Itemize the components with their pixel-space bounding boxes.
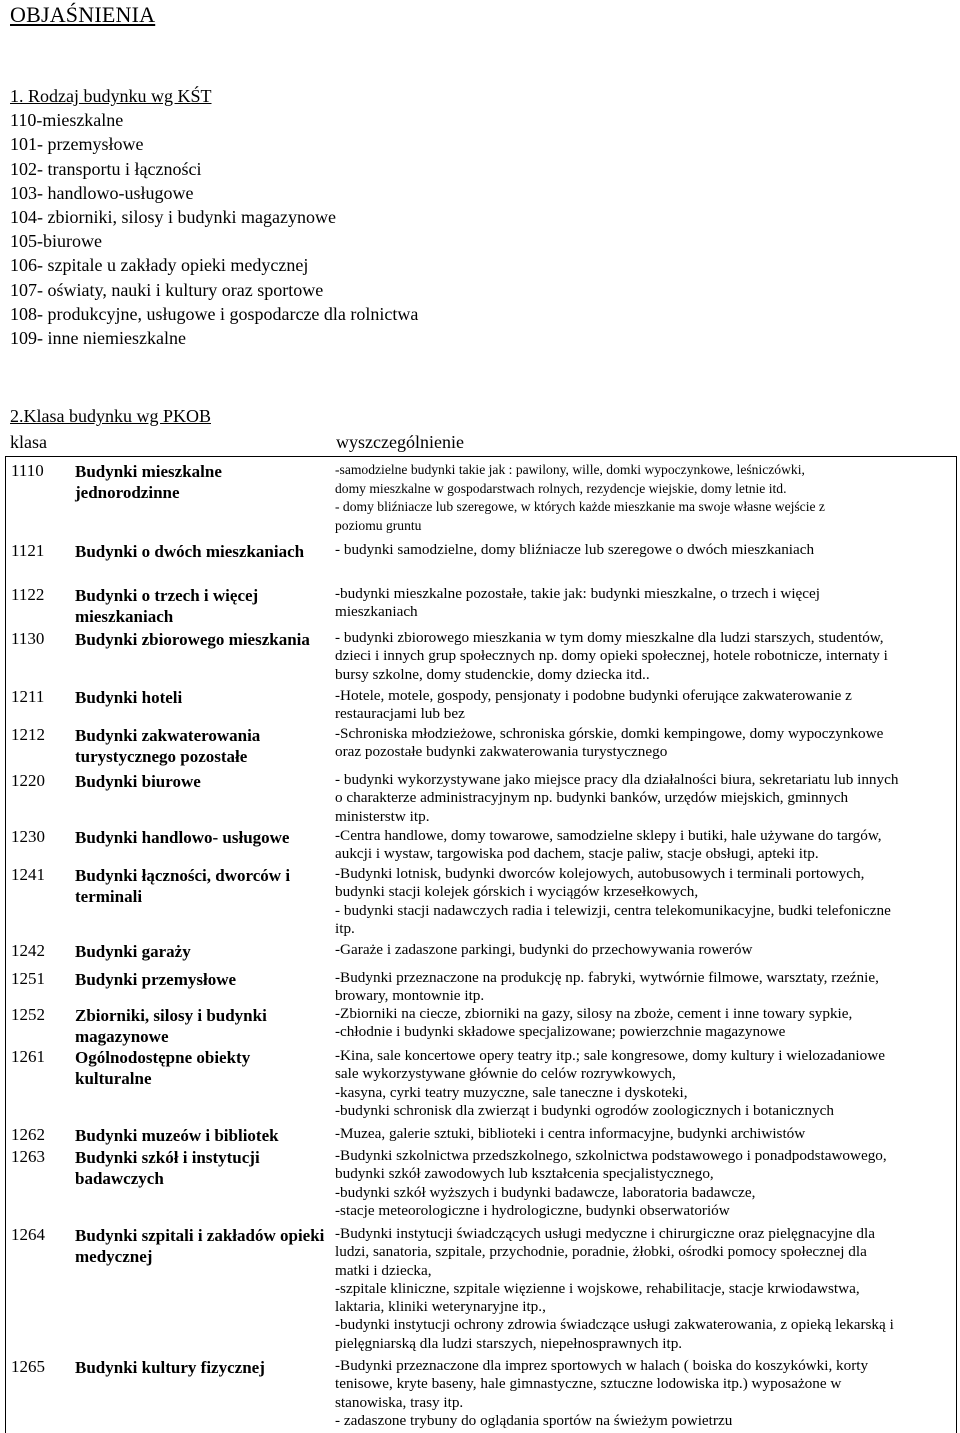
kst-list-item: 103- handlowo-usługowe <box>10 182 194 203</box>
row-name: Budynki szkół i instytucji badawczych <box>75 1148 260 1188</box>
row-code: 1130 <box>11 629 45 648</box>
description-line: pielęgniarską dla ludzi starszych, niepełnosprawnych itp. <box>335 1334 683 1352</box>
description-line: domy mieszkalne w gospodarstwach rolnych, rezydencje wiejskie, domy letnie itd. <box>335 480 787 496</box>
description-line: -Centra handlowe, domy towarowe, samodzielne sklepy i butiki, hale używane do targów, <box>335 827 882 844</box>
kst-list-item: 107- oświaty, nauki i kultury oraz sportowe <box>10 279 324 300</box>
row-description <box>335 1047 951 1120</box>
row-description <box>335 541 951 559</box>
kst-list-item: 102- transportu i łączności <box>10 158 202 179</box>
description-line: -Budynki lotnisk, budynki dworców kolejowych, autobusowych i terminali portowych, <box>335 865 865 882</box>
row-name: Budynki muzeów i bibliotek <box>75 1126 279 1145</box>
page-title: OBJAŚNIENIA <box>10 2 156 27</box>
row-name: Budynki zakwaterowania turystycznego pozostałe <box>75 726 261 766</box>
description-line: tenisowe, kryte baseny, hale gimnastyczne, sztuczne lodowiska itp.) wyposażone w <box>335 1375 842 1393</box>
kst-list-item: 108- produkcyjne, usługowe i gospodarcze dla rolnictwa <box>10 303 419 324</box>
description-line: itp. <box>335 919 355 937</box>
description-line: -Budynki przeznaczone na produkcję np. fabryki, wytwórnie filmowe, warsztaty, rzeźnie, <box>335 969 879 986</box>
row-code: 1262 <box>11 1125 45 1144</box>
row-description <box>335 941 951 959</box>
row-name: Ogólnodostępne obiekty kulturalne <box>75 1048 251 1088</box>
description-line: poziomu gruntu <box>335 517 422 533</box>
row-code: 1121 <box>11 541 45 560</box>
description-line: -szpitale kliniczne, szpitale więzienne i wojskowe, rehabilitacje, stacje krwiodawstwa, <box>335 1279 860 1297</box>
row-name: Budynki łączności, dworców i terminali <box>75 866 291 906</box>
description-line: - zadaszone trybuny do oglądania sportów na świeżym powietrzu <box>335 1411 733 1429</box>
row-name: Budynki garaży <box>75 942 191 961</box>
row-description <box>335 969 951 1006</box>
kst-list-item: 110-mieszkalne <box>10 110 124 131</box>
description-line: -budynki szkół wyższych i budynki badawcze, laboratoria badawcze, <box>335 1183 756 1201</box>
row-description <box>335 771 951 826</box>
row-description <box>335 1125 951 1143</box>
row-description <box>335 865 951 938</box>
row-code: 1230 <box>11 827 45 846</box>
row-name: Budynki szpitali i zakładów opieki medycznej <box>75 1226 325 1266</box>
description-line: matki i dziecka, <box>335 1261 432 1279</box>
row-code: 1252 <box>11 1005 45 1024</box>
description-line: mieszkaniach <box>335 603 418 621</box>
description-line: laktaria, kliniki weterynaryjne itp., <box>335 1298 546 1316</box>
description-line: - domy bliźniacze lub szeregowe, w których każde mieszkanie ma swoje własne wejście z <box>335 499 825 514</box>
row-code: 1265 <box>11 1357 45 1376</box>
description-line: -Zbiorniki na ciecze, zbiorniki na gazy, silosy na zboże, cement i inne towary sypkie, <box>335 1005 853 1022</box>
row-name: Budynki mieszkalne jednorodzinne <box>75 462 222 502</box>
description-line: -Garaże i zadaszone parkingi, budynki do przechowywania rowerów <box>335 941 753 958</box>
description-line: -Budynki szkolnictwa przedszkolnego, szkolnictwa podstawowego i ponadpodstawowego, <box>335 1147 887 1164</box>
row-description <box>335 629 951 684</box>
row-description <box>335 1225 951 1353</box>
row-name: Budynki o trzech i więcej mieszkaniach <box>75 586 259 626</box>
description-line: oraz pozostałe budynki zakwaterowania turystycznego <box>335 743 668 761</box>
kst-list-item: 101- przemysłowe <box>10 134 144 155</box>
description-line: restauracjami lub bez <box>335 705 465 723</box>
row-code: 1212 <box>11 725 45 744</box>
row-code: 1122 <box>11 585 45 604</box>
description-line: - budynki samodzielne, domy bliźniacze lub szeregowe o dwóch mieszkaniach <box>335 541 815 558</box>
row-description <box>335 1357 951 1430</box>
description-line: dzieci i innych grup społecznych np. domy opieki społecznej, hotele robotnicze, internaty i <box>335 647 888 665</box>
description-line: -Hotele, motele, gospody, pensjonaty i podobne budynki oferujące zakwaterowanie z <box>335 687 852 704</box>
row-code: 1264 <box>11 1225 45 1244</box>
row-description <box>335 585 951 622</box>
description-line: budynki szkół zawodowych lub kształcenia specjalistycznego, <box>335 1165 714 1183</box>
row-name: Budynki handlowo- usługowe <box>75 828 290 847</box>
description-line: -Budynki przeznaczone dla imprez sportowych w halach ( boiska do koszykówki, korty <box>335 1357 869 1374</box>
row-name: Budynki kultury fizycznej <box>75 1358 265 1377</box>
row-description <box>335 1005 951 1042</box>
description-line: -Kina, sale koncertowe opery teatry itp.; sale kongresowe, domy kultury i wielozadaniowe <box>335 1047 885 1064</box>
row-code: 1241 <box>11 865 45 884</box>
description-line: -samodzielne budynki takie jak : pawilony, wille, domki wypoczynkowe, leśniczówki, <box>335 462 805 477</box>
row-name: Budynki hoteli <box>75 688 183 707</box>
row-description <box>335 461 951 535</box>
description-line: - budynki zbiorowego mieszkania w tym domy mieszkalne dla ludzi starszych, studentów, <box>335 629 884 646</box>
row-name: Budynki przemysłowe <box>75 970 237 989</box>
row-name: Budynki zbiorowego mieszkania <box>75 630 310 649</box>
description-line: aukcji i wystaw, targowiska pod dachem, stacje paliw, stacje obsługi, apteki itp. <box>335 845 819 863</box>
description-line: bursy szkolne, domy studenckie, domy dziecka itd.. <box>335 665 650 683</box>
column-header-klasa: klasa <box>10 432 47 452</box>
section-kst-heading: 1. Rodzaj budynku wg KŚT <box>10 86 212 106</box>
description-line: -kasyna, cyrki teatry muzyczne, sale taneczne i dyskoteki, <box>335 1083 688 1101</box>
description-line: -Muzea, galerie sztuki, biblioteki i centra informacyjne, budynki archiwistów <box>335 1125 806 1142</box>
description-line: ministerstw itp. <box>335 807 430 825</box>
description-line: -budynki instytucji ochrony zdrowia świadczące usługi zakwaterowania, z opieką lekarską i <box>335 1316 894 1334</box>
section-pkob-heading: 2.Klasa budynku wg PKOB <box>10 406 211 426</box>
description-line: -chłodnie i budynki składowe specjalizowane; powierzchnie magazynowe <box>335 1023 786 1041</box>
description-line: -Budynki instytucji świadczących usługi medyczne i chirurgiczne oraz pielęgnacyjne dla <box>335 1225 875 1242</box>
kst-list-item: 109- inne niemieszkalne <box>10 328 186 349</box>
kst-list-item: 105-biurowe <box>10 231 102 252</box>
row-description <box>335 1147 951 1220</box>
row-code: 1220 <box>11 771 45 790</box>
kst-list-item: 104- zbiorniki, silosy i budynki magazynowe <box>10 207 336 228</box>
description-line: - budynki stacji nadawczych radia i telewizji, centra telekomunikacyjne, budki telefoniczne <box>335 901 891 919</box>
description-line: browary, montownie itp. <box>335 987 485 1005</box>
description-line: -stacje meteorologiczne i hydrologiczne, budynki obserwatoriów <box>335 1201 730 1219</box>
row-code: 1110 <box>11 461 44 480</box>
row-code: 1261 <box>11 1047 45 1066</box>
row-description <box>335 687 951 724</box>
column-header-wyszczegolnienie: wyszczególnienie <box>336 432 464 452</box>
row-name: Budynki o dwóch mieszkaniach <box>75 542 305 561</box>
section-kst-list <box>10 108 418 350</box>
description-line: ludzi, sanatoria, szpitale, przychodnie, poradnie, żłobki, ośrodki pomocy społecznej dla <box>335 1243 867 1261</box>
row-code: 1242 <box>11 941 45 960</box>
row-code: 1211 <box>11 687 45 706</box>
kst-list-item: 106- szpitale u zakłady opieki medycznej <box>10 255 309 276</box>
description-line: budynki stacji kolejek górskich i wyciągów krzesełkowych, <box>335 883 699 901</box>
row-code: 1263 <box>11 1147 45 1166</box>
description-line: - budynki wykorzystywane jako miejsce pracy dla działalności biura, sekretariatu lub innych <box>335 771 899 788</box>
description-line: sale wykorzystywane głównie do celów rozrywkowych, <box>335 1065 676 1083</box>
section-kst <box>10 84 418 350</box>
description-line: -budynki mieszkalne pozostałe, takie jak: budynki mieszkalne, o trzech i więcej <box>335 585 820 602</box>
row-name: Budynki biurowe <box>75 772 201 791</box>
row-description <box>335 827 951 864</box>
pkob-table <box>5 456 957 1433</box>
description-line: -budynki schronisk dla zwierząt i budynki ogrodów zoologicznych i botanicznych <box>335 1101 834 1119</box>
description-line: o charakterze administracyjnym np. budynki banków, urzędów miejskich, gminnych <box>335 789 849 807</box>
row-name: Zbiorniki, silosy i budynki magazynowe <box>75 1006 267 1046</box>
row-code: 1251 <box>11 969 45 988</box>
row-description <box>335 725 951 762</box>
description-line: stanowiska, trasy itp. <box>335 1393 464 1411</box>
description-line: -Schroniska młodzieżowe, schroniska górskie, domki kempingowe, domy wypoczynkowe <box>335 725 884 742</box>
